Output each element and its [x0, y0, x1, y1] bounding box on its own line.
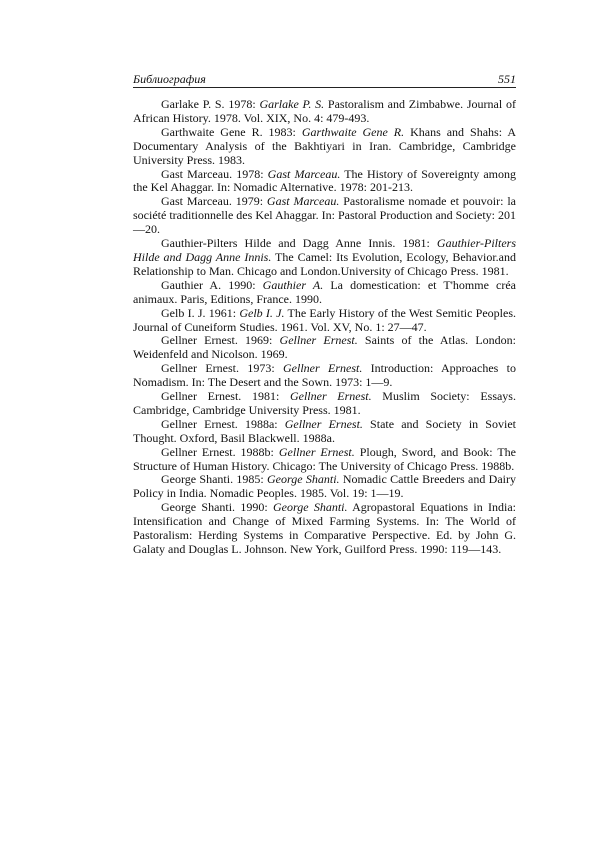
section-title: Библиография: [133, 72, 206, 86]
bibliography-entry: [133, 334, 516, 362]
bibliography-entry: [133, 126, 516, 168]
bibliography-entry: [133, 362, 516, 390]
entry-author: Gellner Ernest.: [278, 444, 355, 459]
entry-lead: Garlake P. S. 1978:: [161, 97, 260, 111]
entry-author: Gast Marceau.: [267, 166, 341, 181]
entry-lead: Gast Marceau. 1978:: [161, 166, 268, 181]
bibliography-entry: [133, 307, 516, 335]
bibliography-entry: [133, 98, 516, 126]
entry-lead: Gellner Ernest. 1973:: [161, 361, 283, 376]
bibliography-list: [133, 98, 516, 557]
entry-lead: Gelb I. J. 1961:: [161, 305, 240, 320]
bibliography-entry: [133, 237, 516, 279]
entry-rest: Pastoralisme nomade et pouvoir: la société traditionnelle des Kel Ahaggar. In: Pastoral Production and Society: 201—20.: [133, 194, 516, 237]
page-number: 551: [498, 72, 516, 86]
running-header: [133, 73, 516, 88]
entry-lead: Gellner Ernest. 1988a:: [161, 416, 285, 431]
entry-author: Gellner Ernest.: [279, 333, 358, 348]
entry-author: Gelb I. J.: [239, 305, 285, 320]
entry-author: Gast Marceau.: [266, 194, 340, 209]
entry-rest: The Camel: Its Evolution, Ecology, Behavior.and Relationship to Man. Chicago and London.University of Chicago Press. 1981.: [133, 249, 516, 278]
entry-lead: Gellner Ernest. 1969:: [161, 333, 280, 348]
bibliography-entry: [133, 418, 516, 446]
entry-rest: Saints of the Atlas. London: Weidenfeld and Nicolson. 1969.: [133, 333, 516, 362]
entry-lead: Gauthier-Pilters Hilde and Dagg Anne Innis. 1981:: [161, 236, 437, 251]
entry-author: Gauthier-Pilters Hilde and Dagg Anne Innis.: [133, 236, 516, 264]
entry-rest: Pastoralism and Zimbabwe. Journal of African History. 1978. Vol. XIX, No. 4: 479-493.: [133, 97, 516, 125]
entry-rest: La domestication: et T'homme créa animaux. Paris, Editions, France. 1990.: [133, 277, 516, 306]
entry-rest: Khans and Shahs: A Documentary Analysis of the Bakhtiyari in Iran. Cambridge, Cambridge University Press. 1983.: [133, 124, 517, 167]
bibliography-entry: [133, 473, 516, 501]
entry-author: George Shanti.: [267, 472, 340, 487]
entry-author: Gellner Ernest.: [289, 389, 372, 404]
bibliography-entry: [133, 195, 516, 237]
entry-author: Garthwaite Gene R.: [301, 124, 405, 139]
bibliography-entry: [133, 501, 516, 557]
entry-lead: George Shanti. 1990:: [161, 500, 273, 515]
bibliography-entry: [133, 168, 516, 196]
entry-author: Gellner Ernest.: [283, 361, 363, 376]
entry-author: Gauthier A.: [262, 277, 324, 292]
bibliography-entry: [133, 446, 516, 474]
entry-lead: Gellner Ernest. 1988b:: [161, 444, 279, 459]
entry-lead: Gellner Ernest. 1981:: [161, 389, 290, 404]
entry-rest: Plough, Sword, and Book: The Structure of Human History. Chicago: The University of Chicago Press. 1988b.: [133, 444, 516, 473]
entry-author: Gellner Ernest.: [284, 416, 363, 431]
bibliography-entry: [133, 390, 516, 418]
entry-lead: George Shanti. 1985:: [161, 472, 268, 487]
entry-rest: Agropastoral Equations in India: Intensification and Change of Mixed Farming Systems. In: The World of Pastoralism: Herding Systems in Comparative Perspective. Ed. by John G. Galaty and Douglas L. Johnson. New York, Guilford Press. 1990: 119—143.: [133, 500, 516, 556]
entry-lead: Garthwaite Gene R. 1983:: [161, 124, 302, 139]
entry-rest: The Early History of the West Semitic Peoples. Journal of Cuneiform Studies. 1961. Vol. XV, No. 1: 27—47.: [133, 305, 517, 334]
bibliography-entry: [133, 279, 516, 307]
entry-rest: Nomadic Cattle Breeders and Dairy Policy in India. Nomadic Peoples. 1985. Vol. 19: 1—19.: [133, 472, 516, 501]
entry-rest: Introduction: Approaches to Nomadism. In: The Desert and the Sown. 1973: 1—9.: [133, 361, 516, 390]
entry-lead: Gauthier A. 1990:: [161, 277, 263, 292]
entry-author: Garlake P. S.: [259, 97, 325, 111]
entry-rest: State and Society in Soviet Thought. Oxford, Basil Blackwell. 1988a.: [133, 416, 516, 445]
entry-lead: Gast Marceau. 1979:: [161, 194, 267, 209]
entry-author: George Shanti.: [272, 500, 348, 515]
entry-rest: The History of Sovereignty among the Kel Ahaggar. In: Nomadic Alternative. 1978: 201-213.: [133, 166, 516, 195]
entry-rest: Muslim Society: Essays. Cambridge, Cambridge University Press. 1981.: [133, 389, 516, 417]
